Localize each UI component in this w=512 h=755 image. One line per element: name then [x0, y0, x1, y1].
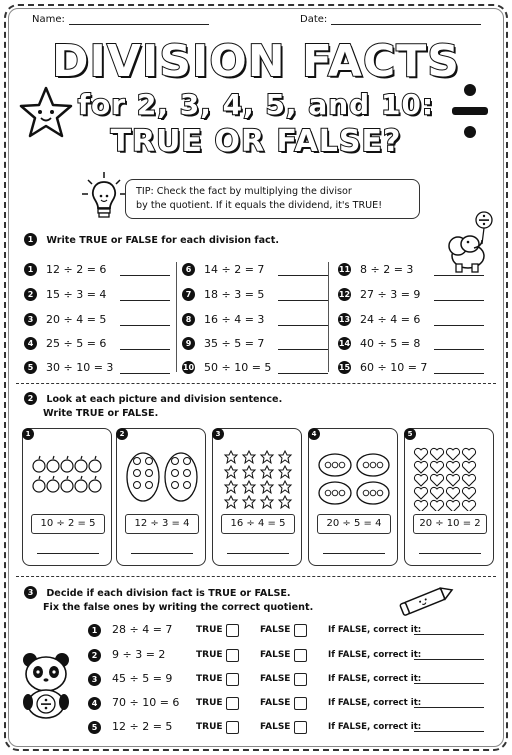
correction-blank[interactable]: [414, 648, 484, 660]
truefalse-row: [338, 263, 484, 276]
answer-blank[interactable]: [434, 314, 484, 326]
false-label: FALSE: [260, 698, 291, 708]
truefalse-row: [182, 337, 328, 350]
name-field[interactable]: [32, 14, 209, 25]
answer-blank[interactable]: [278, 362, 328, 374]
item-number: 5: [24, 361, 37, 374]
true-checkbox[interactable]: [226, 624, 239, 637]
truefalse-row: [24, 337, 170, 350]
item-number: 14: [338, 339, 351, 348]
division-fact: 27 ÷ 3 = 9: [360, 288, 421, 301]
candy-icon: [311, 437, 397, 511]
division-fact: 60 ÷ 10 = 7: [360, 361, 428, 374]
name-label: Name:: [32, 14, 65, 25]
section-1-heading: [24, 233, 279, 248]
correction-label: If FALSE, correct it:: [328, 625, 422, 635]
section-2-number: 2: [24, 392, 37, 405]
answer-blank[interactable]: [278, 338, 328, 350]
card-number: 2: [116, 428, 128, 440]
picture-card: [116, 428, 206, 566]
answer-blank[interactable]: [120, 264, 170, 276]
division-fact: 9 ÷ 3 = 2: [112, 648, 166, 661]
false-checkbox[interactable]: [294, 697, 307, 710]
division-fact: 18 ÷ 3 = 5: [204, 288, 265, 301]
truefalse-row: [24, 361, 170, 374]
item-number: 4: [88, 697, 101, 710]
title-line-1: DIVISION FACTS: [52, 36, 460, 87]
panda-icon: [16, 650, 76, 720]
card-answer-blank[interactable]: [37, 553, 99, 554]
item-number: 10: [182, 363, 195, 372]
card-number: 1: [22, 428, 34, 440]
item-number: 7: [182, 288, 195, 301]
correction-row: [88, 623, 498, 639]
division-fact: 25 ÷ 5 = 6: [46, 337, 107, 350]
picture-card: [212, 428, 302, 566]
true-checkbox[interactable]: [226, 721, 239, 734]
true-checkbox[interactable]: [226, 697, 239, 710]
division-fact: 40 ÷ 5 = 8: [360, 337, 421, 350]
title-line-2: for 2, 3, 4, 5, and 10:: [77, 88, 435, 121]
correction-blank[interactable]: [414, 672, 484, 684]
date-label: Date:: [300, 14, 328, 25]
item-number: 2: [24, 288, 37, 301]
section-2-instruction-2: Write TRUE or FALSE.: [43, 407, 159, 419]
item-number: 6: [182, 263, 195, 276]
division-fact: 45 ÷ 5 = 9: [112, 672, 173, 685]
card-division-sentence: 20 ÷ 5 = 4: [317, 514, 391, 534]
false-checkbox[interactable]: [294, 721, 307, 734]
card-division-sentence: 10 ÷ 2 = 5: [31, 514, 105, 534]
section-3-number: 3: [24, 586, 37, 599]
correction-label: If FALSE, correct it:: [328, 650, 422, 660]
heart-icon: [407, 437, 493, 511]
card-division-sentence: 12 ÷ 3 = 4: [125, 514, 199, 534]
division-fact: 35 ÷ 5 = 7: [204, 337, 265, 350]
item-number: 13: [338, 315, 351, 324]
card-answer-blank[interactable]: [227, 553, 289, 554]
correction-row: [88, 672, 498, 688]
star-icon: [18, 86, 74, 140]
truefalse-row: [24, 313, 170, 326]
true-label: TRUE: [196, 674, 223, 684]
tip-line-1: TIP: Check the fact by multiplying the divisor: [136, 186, 352, 197]
item-number: 3: [88, 673, 101, 686]
card-answer-blank[interactable]: [419, 553, 481, 554]
division-fact: 30 ÷ 10 = 3: [46, 361, 114, 374]
card-answer-blank[interactable]: [323, 553, 385, 554]
division-fact: 24 ÷ 4 = 6: [360, 313, 421, 326]
item-number: 1: [24, 263, 37, 276]
section-3-instruction-2: Fix the false ones by writing the correct quotient.: [43, 601, 314, 613]
picture-card: [22, 428, 112, 566]
true-label: TRUE: [196, 625, 223, 635]
true-checkbox[interactable]: [226, 673, 239, 686]
division-fact: 12 ÷ 2 = 6: [46, 263, 107, 276]
truefalse-row: [338, 288, 484, 301]
section-3-heading: [24, 586, 313, 615]
correction-blank[interactable]: [414, 623, 484, 635]
item-number: 1: [88, 624, 101, 637]
true-checkbox[interactable]: [226, 649, 239, 662]
false-label: FALSE: [260, 625, 291, 635]
pencil-icon: [396, 582, 458, 618]
item-number: 2: [88, 649, 101, 662]
division-fact: 16 ÷ 4 = 3: [204, 313, 265, 326]
column-divider-2: [328, 262, 329, 372]
item-number: 12: [338, 290, 351, 299]
lightbulb-icon: [80, 170, 128, 224]
truefalse-row: [338, 313, 484, 326]
item-number: 11: [338, 265, 351, 274]
truefalse-row: [182, 263, 328, 276]
true-label: TRUE: [196, 698, 223, 708]
section-2-instruction-1: Look at each picture and division sentence.: [46, 393, 283, 405]
column-divider-1: [176, 262, 177, 372]
division-fact: 15 ÷ 3 = 4: [46, 288, 107, 301]
correction-blank[interactable]: [414, 720, 484, 732]
division-fact: 50 ÷ 10 = 5: [204, 361, 272, 374]
truefalse-row: [24, 288, 170, 301]
false-label: FALSE: [260, 650, 291, 660]
division-fact: 28 ÷ 4 = 7: [112, 623, 173, 636]
truefalse-row: [182, 288, 328, 301]
item-number: 5: [88, 721, 101, 734]
division-sign-icon: [450, 82, 490, 140]
card-answer-blank[interactable]: [131, 553, 193, 554]
item-number: 3: [24, 313, 37, 326]
answer-blank[interactable]: [120, 362, 170, 374]
false-checkbox[interactable]: [294, 624, 307, 637]
answer-blank[interactable]: [434, 289, 484, 301]
division-fact: 12 ÷ 2 = 5: [112, 720, 173, 733]
answer-blank[interactable]: [434, 338, 484, 350]
correction-label: If FALSE, correct it:: [328, 722, 422, 732]
correction-label: If FALSE, correct it:: [328, 674, 422, 684]
answer-blank[interactable]: [434, 264, 484, 276]
flower-icon: [119, 437, 205, 511]
answer-blank[interactable]: [120, 289, 170, 301]
false-checkbox[interactable]: [294, 673, 307, 686]
division-fact: 20 ÷ 4 = 5: [46, 313, 107, 326]
true-label: TRUE: [196, 650, 223, 660]
correction-label: If FALSE, correct it:: [328, 698, 422, 708]
answer-blank[interactable]: [278, 289, 328, 301]
section-2-heading: [24, 392, 282, 421]
section-3-instruction-1: Decide if each division fact is TRUE or FALSE.: [46, 587, 291, 599]
star-outline-icon: [215, 437, 301, 511]
card-division-sentence: 16 ÷ 4 = 5: [221, 514, 295, 534]
answer-blank[interactable]: [278, 314, 328, 326]
correction-row: [88, 720, 498, 736]
card-number: 5: [404, 428, 416, 440]
answer-blank[interactable]: [278, 264, 328, 276]
truefalse-row: [182, 313, 328, 326]
item-number: 9: [182, 337, 195, 350]
title-line-3: TRUE OR FALSE?: [110, 124, 402, 159]
false-checkbox[interactable]: [294, 649, 307, 662]
section-divider-2: [16, 576, 496, 577]
picture-card: [404, 428, 494, 566]
truefalse-row: [338, 361, 484, 374]
picture-card: [308, 428, 398, 566]
answer-blank[interactable]: [120, 314, 170, 326]
division-fact: 14 ÷ 2 = 7: [204, 263, 265, 276]
truefalse-row: [182, 361, 328, 374]
apple-icon: [25, 437, 111, 511]
correction-row: [88, 696, 498, 712]
false-label: FALSE: [260, 722, 291, 732]
section-1-instruction: Write TRUE or FALSE for each division fact.: [46, 234, 279, 246]
division-fact: 70 ÷ 10 = 6: [112, 696, 180, 709]
tip-box: [125, 179, 420, 219]
answer-blank[interactable]: [120, 338, 170, 350]
answer-blank[interactable]: [434, 362, 484, 374]
section-1-number: 1: [24, 233, 37, 246]
card-number: 3: [212, 428, 224, 440]
date-field[interactable]: [300, 14, 481, 25]
section-divider-1: [16, 383, 496, 384]
correction-blank[interactable]: [414, 696, 484, 708]
card-division-sentence: 20 ÷ 10 = 2: [413, 514, 487, 534]
tip-line-2: by the quotient. If it equals the dividend, it's TRUE!: [136, 200, 383, 211]
item-number: 4: [24, 337, 37, 350]
truefalse-row: [24, 263, 170, 276]
true-label: TRUE: [196, 722, 223, 732]
card-number: 4: [308, 428, 320, 440]
item-number: 8: [182, 313, 195, 326]
division-fact: 8 ÷ 2 = 3: [360, 263, 414, 276]
truefalse-row: [338, 337, 484, 350]
item-number: 15: [338, 363, 351, 372]
correction-row: [88, 648, 498, 664]
false-label: FALSE: [260, 674, 291, 684]
